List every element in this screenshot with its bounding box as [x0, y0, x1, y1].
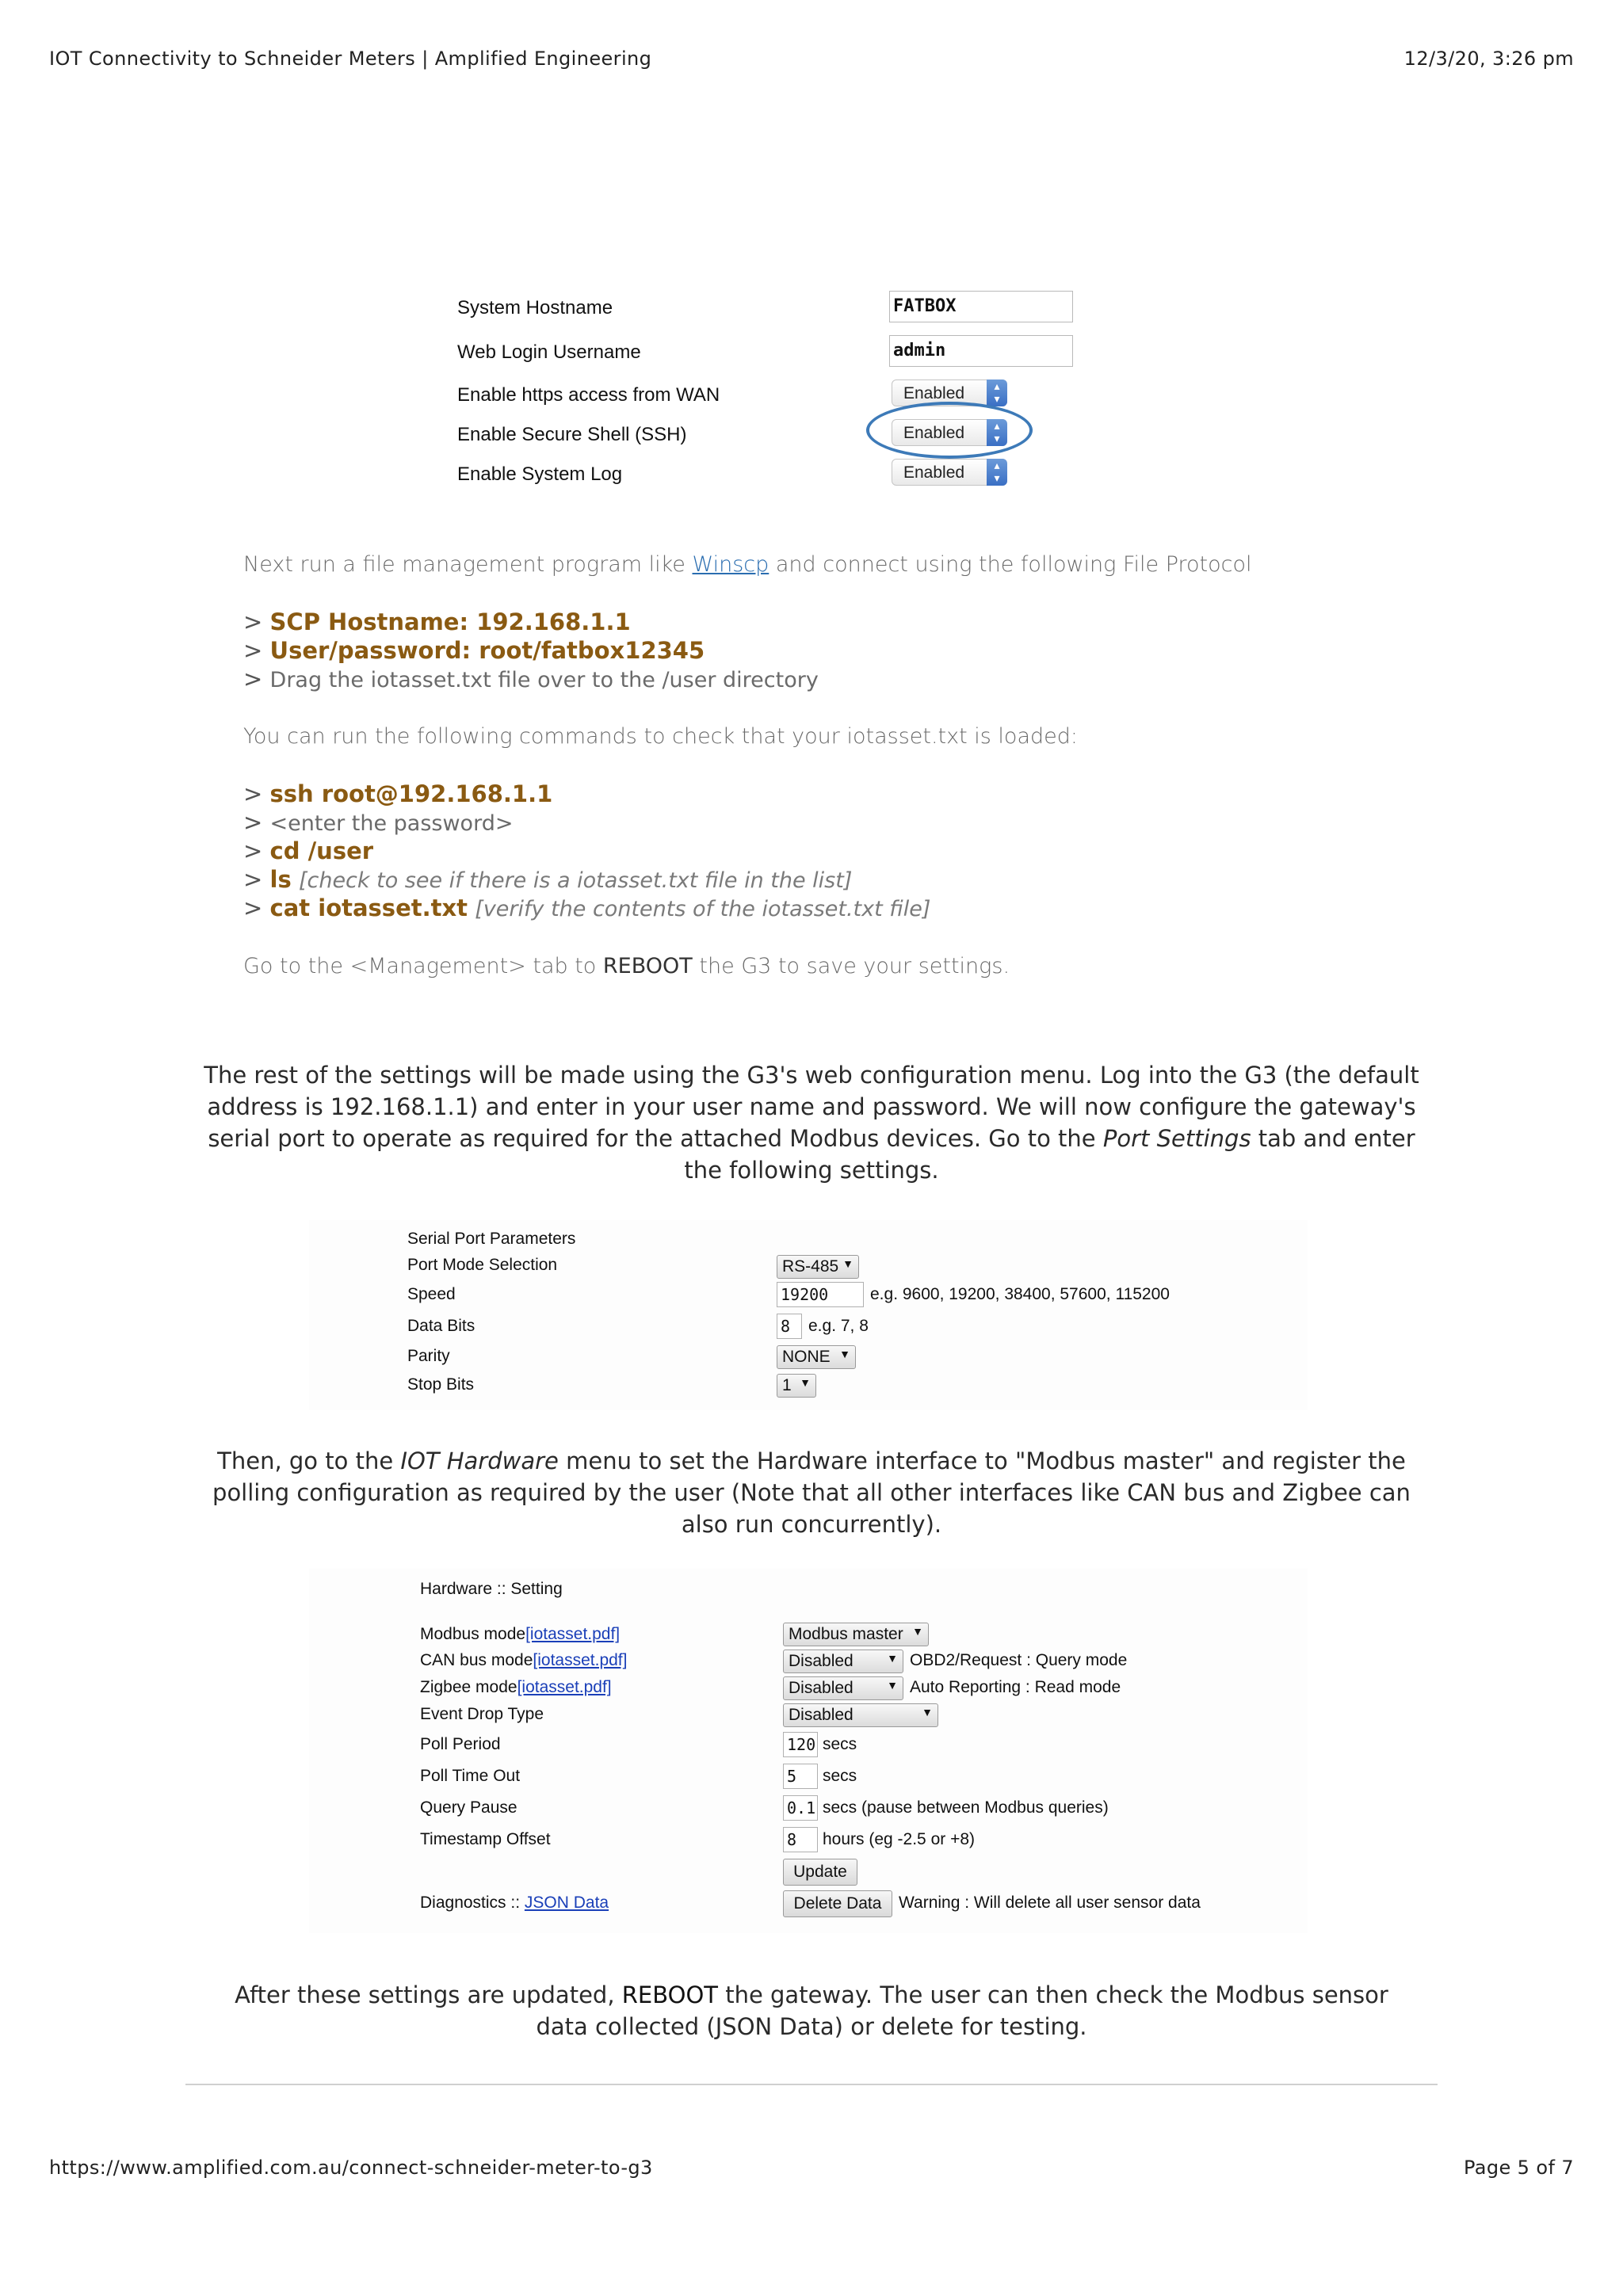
can-mode-select[interactable] — [783, 1650, 903, 1673]
settings-line-1: The rest of the settings will be made using the G3's web configuration menu. Log into the G3 (the default — [204, 1062, 1419, 1089]
system-settings-screenshot — [408, 281, 1128, 503]
prompt-marker: > — [243, 809, 263, 836]
zigbee-mode-value: Disabled — [789, 1679, 854, 1697]
speed-label: Speed — [407, 1285, 456, 1303]
databits-hint: e.g. 7, 8 — [808, 1317, 869, 1335]
delete-data-button[interactable]: Delete Data — [783, 1890, 892, 1917]
user-password: User/password: root/fatbox12345 — [269, 637, 705, 664]
query-pause-label: Query Pause — [420, 1798, 517, 1817]
event-drop-select[interactable] — [783, 1703, 938, 1727]
cmd-cat-note: [verify the contents of the iotasset.txt file] — [475, 897, 931, 921]
port-mode-value: RS-485 — [782, 1257, 839, 1276]
reboot-word: REBOOT — [602, 954, 693, 978]
serial-port-form — [309, 1220, 1308, 1410]
final-line-1-after: the gateway. The user can then check the Modbus sensor — [718, 1981, 1388, 2008]
prompt-marker: > — [243, 608, 263, 635]
update-button[interactable]: Update — [783, 1859, 857, 1886]
delete-warning: Warning : Will delete all user sensor data — [899, 1894, 1201, 1912]
dropdown-arrow-icon: ▼ — [842, 1257, 854, 1270]
iot-hardware-em: IOT Hardware — [400, 1447, 559, 1474]
updown-arrows-icon: ▴ ▾ — [987, 419, 1007, 446]
event-drop-value: Disabled — [789, 1706, 854, 1724]
modbus-mode-select[interactable] — [783, 1623, 929, 1646]
hardware-paragraph — [158, 1445, 1465, 1540]
prompt-marker: > — [243, 866, 263, 893]
reboot-text-after: the G3 to save your settings. — [692, 954, 1010, 978]
page-footer-url: https://www.amplified.com.au/connect-schneider-meter-to-g3 — [49, 2157, 653, 2179]
prompt-marker: > — [243, 780, 263, 807]
hardware-line-1 — [158, 1445, 1465, 1477]
poll-timeout-label: Poll Time Out — [420, 1767, 521, 1785]
speed-hint: e.g. 9600, 19200, 38400, 57600, 115200 — [870, 1285, 1170, 1303]
diagnostics-text: Diagnostics :: — [420, 1894, 525, 1912]
reboot-instruction — [243, 954, 1010, 978]
cmd-ls-line — [243, 865, 852, 895]
prompt-marker: > — [243, 837, 263, 864]
dropdown-arrow-icon: ▼ — [839, 1348, 850, 1360]
can-mode-hint: OBD2/Request : Query mode — [910, 1651, 1128, 1669]
modbus-pdf-link[interactable]: [iotasset.pdf] — [525, 1625, 621, 1643]
timestamp-offset-unit: hours (eg -2.5 or +8) — [823, 1830, 976, 1848]
settings-line-3 — [158, 1123, 1465, 1154]
section-divider — [185, 2084, 1438, 2085]
can-mode-label — [420, 1651, 627, 1670]
poll-period-input[interactable]: 120 — [783, 1732, 818, 1757]
highlight-circle — [866, 402, 1033, 459]
syslog-select-value: Enabled — [903, 463, 965, 482]
poll-timeout-unit: secs — [823, 1767, 857, 1785]
dropdown-arrow-icon: ▼ — [887, 1652, 898, 1665]
cmd-cd: cd /user — [269, 837, 374, 864]
dropdown-arrow-icon: ▼ — [922, 1706, 933, 1718]
port-mode-label: Port Mode Selection — [407, 1256, 558, 1274]
query-pause-input[interactable]: 0.1 — [783, 1795, 818, 1821]
final-line-1-text: After these settings are updated, — [235, 1981, 622, 2008]
prompt-marker: > — [243, 666, 263, 692]
can-mode-value: Disabled — [789, 1652, 854, 1670]
intro-text: Next run a file management program like — [243, 552, 693, 577]
cmd-cd-line — [243, 837, 373, 865]
https-select-value: Enabled — [903, 384, 965, 402]
reboot-emphasis: REBOOT — [621, 1981, 718, 2008]
speed-input[interactable]: 19200 — [777, 1282, 864, 1307]
zigbee-mode-hint: Auto Reporting : Read mode — [910, 1678, 1121, 1696]
modbus-label-text: Modbus mode — [420, 1625, 526, 1643]
final-line-1 — [158, 1979, 1465, 2011]
zigbee-mode-select[interactable] — [783, 1676, 903, 1700]
poll-timeout-input[interactable]: 5 — [783, 1764, 818, 1789]
hardware-setting-form — [309, 1569, 1308, 1933]
dropdown-arrow-icon: ▼ — [887, 1679, 898, 1691]
scp-hostname: SCP Hostname: 192.168.1.1 — [269, 608, 631, 635]
serial-form-title: Serial Port Parameters — [407, 1230, 576, 1248]
port-settings-em: Port Settings — [1102, 1125, 1251, 1152]
final-line-2: data collected (JSON Data) or delete for testing. — [536, 2013, 1087, 2040]
syslog-select[interactable] — [892, 459, 1007, 486]
json-data-link[interactable]: JSON Data — [524, 1894, 609, 1912]
cmd-ssh-line — [243, 780, 552, 808]
cmd-enter: <enter the password> — [269, 811, 514, 836]
can-pdf-link[interactable]: [iotasset.pdf] — [533, 1651, 628, 1669]
parity-value: NONE — [782, 1348, 831, 1366]
page-footer-number: Page 5 of 7 — [1463, 2157, 1574, 2179]
settings-paragraph — [158, 1059, 1465, 1186]
username-field[interactable]: admin — [889, 335, 1073, 367]
username-label: Web Login Username — [457, 341, 641, 363]
instructions-intro — [243, 552, 1252, 577]
dropdown-arrow-icon: ▼ — [800, 1376, 811, 1389]
updown-arrows-icon: ▴ ▾ — [987, 379, 1007, 406]
event-drop-label: Event Drop Type — [420, 1705, 544, 1723]
user-password-line — [243, 636, 705, 665]
timestamp-offset-label: Timestamp Offset — [420, 1830, 551, 1848]
port-mode-select[interactable] — [777, 1255, 859, 1279]
hardware-line-3: also run concurrently). — [681, 1511, 942, 1538]
poll-period-unit: secs — [823, 1735, 857, 1753]
drag-text: Drag the iotasset.txt file over to the /user directory — [269, 668, 819, 692]
final-paragraph — [158, 1979, 1465, 2042]
page-header-datetime: 12/3/20, 3:26 pm — [1403, 48, 1574, 70]
can-label-text: CAN bus mode — [420, 1651, 533, 1669]
cmd-cat: cat iotasset.txt — [269, 894, 468, 921]
drag-line — [243, 665, 819, 695]
hardware-form-title: Hardware :: Setting — [420, 1580, 563, 1598]
syslog-label: Enable System Log — [457, 463, 623, 485]
diagnostics-label — [420, 1894, 609, 1913]
scp-hostname-line — [243, 608, 631, 636]
https-label: Enable https access from WAN — [457, 384, 720, 406]
ssh-select-value: Enabled — [903, 424, 965, 442]
settings-line-3-after: tab and enter — [1251, 1125, 1415, 1152]
timestamp-offset-input[interactable]: 8 — [783, 1827, 818, 1852]
cmd-ls-note: [check to see if there is a iotasset.txt file in the list] — [298, 868, 853, 893]
ssh-label: Enable Secure Shell (SSH) — [457, 424, 687, 445]
zigbee-label-text: Zigbee mode — [420, 1678, 517, 1696]
updown-arrows-icon: ▴ ▾ — [987, 459, 1007, 486]
stopbits-select[interactable] — [777, 1374, 816, 1398]
winscp-link[interactable]: Winscp — [692, 552, 769, 577]
intro-text-after: and connect using the following File Protocol — [769, 552, 1252, 577]
stopbits-value: 1 — [782, 1376, 792, 1394]
cmd-cat-line — [243, 894, 930, 924]
settings-line-2: address is 192.168.1.1) and enter in your user name and password. We will now configure the gateway's — [207, 1093, 1416, 1120]
settings-line-4: the following settings. — [684, 1157, 939, 1184]
parity-label: Parity — [407, 1347, 450, 1365]
hostname-label: System Hostname — [457, 297, 613, 318]
reboot-text: Go to the <Management> tab to — [243, 954, 603, 978]
dropdown-arrow-icon: ▼ — [912, 1625, 923, 1638]
settings-line-3-text: serial port to operate as required for the attached Modbus devices. Go to the — [208, 1125, 1103, 1152]
zigbee-pdf-link[interactable]: [iotasset.pdf] — [517, 1678, 612, 1696]
check-intro: You can run the following commands to check that your iotasset.txt is loaded: — [243, 724, 1078, 749]
cmd-ls: ls — [269, 866, 292, 893]
databits-label: Data Bits — [407, 1317, 475, 1335]
prompt-marker: > — [243, 637, 263, 664]
poll-period-label: Poll Period — [420, 1735, 501, 1753]
cmd-ssh: ssh root@192.168.1.1 — [269, 780, 553, 807]
prompt-marker: > — [243, 894, 263, 921]
hardware-line-1-text: Then, go to the — [217, 1447, 401, 1474]
modbus-mode-label — [420, 1625, 620, 1644]
page-header-title: IOT Connectivity to Schneider Meters | Amplified Engineering — [49, 48, 652, 70]
hardware-line-1-after: menu to set the Hardware interface to "Modbus master" and register the — [558, 1447, 1406, 1474]
databits-input[interactable]: 8 — [777, 1314, 802, 1339]
hostname-field[interactable]: FATBOX — [889, 291, 1073, 322]
parity-select[interactable] — [777, 1345, 856, 1369]
zigbee-mode-label — [420, 1678, 612, 1697]
modbus-mode-value: Modbus master — [789, 1625, 903, 1643]
hardware-line-2: polling configuration as required by the user (Note that all other interfaces like CAN bus and Zigbee can — [212, 1479, 1411, 1506]
cmd-enter-line — [243, 808, 513, 838]
stopbits-label: Stop Bits — [407, 1375, 475, 1394]
query-pause-unit: secs (pause between Modbus queries) — [823, 1798, 1109, 1817]
